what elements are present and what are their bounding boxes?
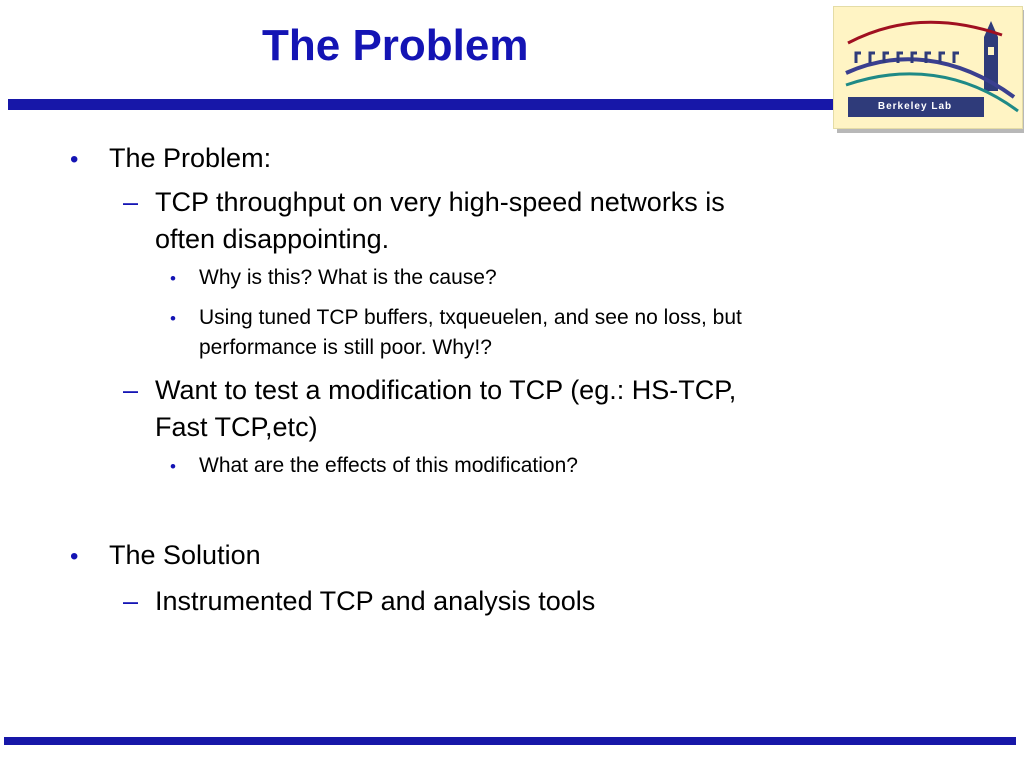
logo-wordmark: Berkeley Lab (877, 101, 953, 112)
detail-bullet-text: Using tuned TCP buffers, txqueuelen, and see no loss, but (199, 306, 742, 329)
berkeley-lab-logo (833, 6, 1023, 129)
dash-marker: – (123, 375, 139, 405)
sub-bullet-text-continued: often disappointing. (155, 224, 390, 254)
bullet-marker: • (70, 543, 79, 570)
footer-rule (4, 737, 1016, 745)
bullet-marker: • (170, 457, 176, 476)
bullet-marker: • (70, 146, 79, 173)
bullet-marker: • (170, 269, 176, 288)
sub-bullet-text: Want to test a modification to TCP (eg.: HS-TCP, (155, 375, 737, 405)
bullet-solution-heading: The Solution (109, 540, 261, 570)
sub-bullet-text-continued: Fast TCP,etc) (155, 412, 318, 442)
dash-marker: – (123, 586, 139, 616)
detail-bullet-text-continued: performance is still poor. Why!? (199, 336, 492, 359)
title-rule (8, 99, 834, 110)
dash-marker: – (123, 187, 139, 217)
sub-bullet-text: TCP throughput on very high-speed networks is (155, 187, 725, 217)
bullet-marker: • (170, 309, 176, 328)
slide-title: The Problem (262, 21, 529, 70)
bullet-problem-heading: The Problem: (109, 143, 272, 173)
detail-bullet-text: What are the effects of this modification? (199, 454, 578, 477)
detail-bullet-text: Why is this? What is the cause? (199, 266, 497, 289)
sub-bullet-text: Instrumented TCP and analysis tools (155, 586, 596, 616)
